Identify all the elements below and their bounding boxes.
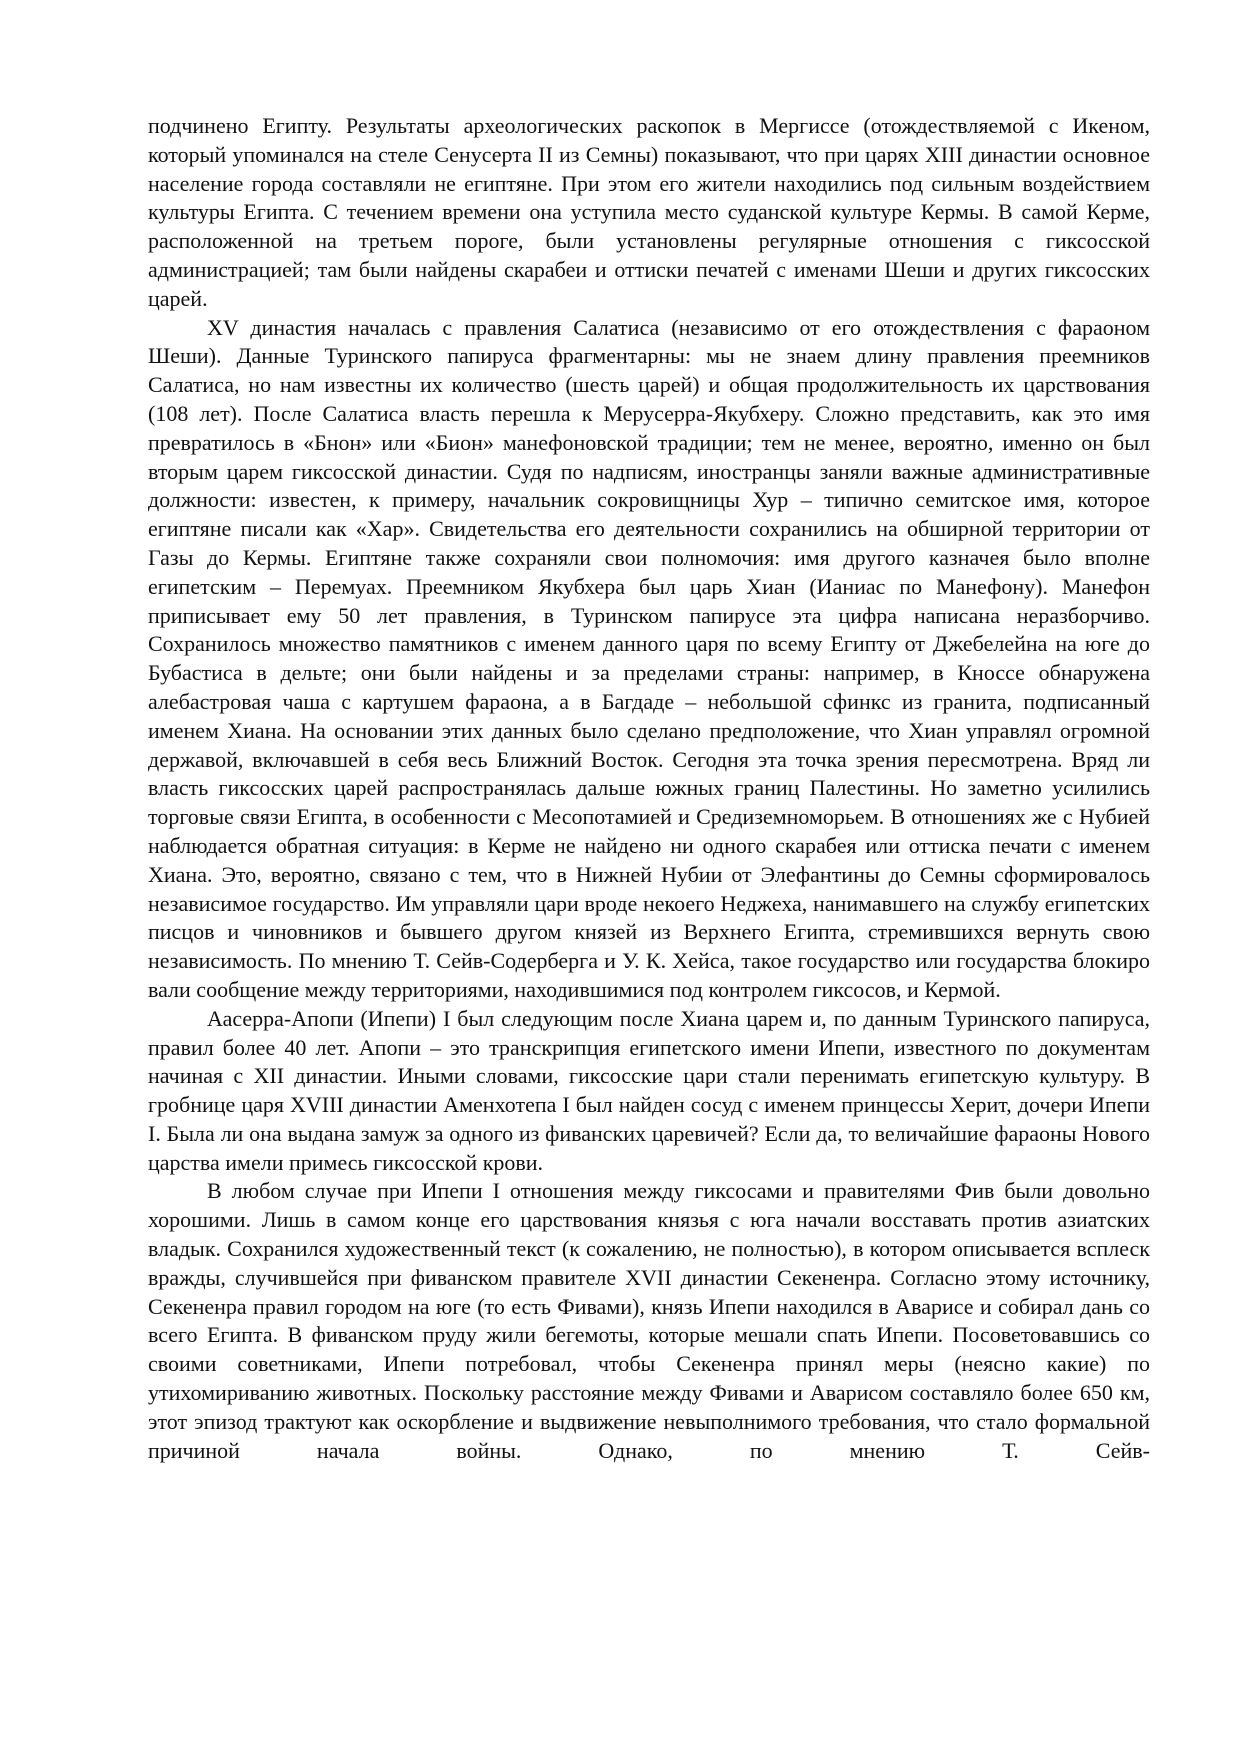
document-page [148,112,1150,1465]
paragraph-3: Аасерра-Апопи (Ипепи) I был следующим после Хиана царем и, по данным Туринского папируса, правил более 40 лет. Апопи – это транскрипция египетского имени Ипепи, известного по документам начиная с XII династии. Иными словами, гиксосские цари стали перенимать египетскую культуру. В гробнице царя XVIII династии Аменхотепа I был найден сосуд с именем принцессы Херит, дочери Ипепи I. Была ли она выдана замуж за одного из фиванских царевичей? Если да, то величайшие фараоны Нового царства имели примесь гиксосской крови. [148,1005,1150,1175]
paragraph-2: XV династия началась с правления Салатиса (независимо от его отождествления с фараоном Шеши). Данные Туринского папируса фрагментарны: мы не знаем длину правления преемников Салатиса, но нам известны их количество (шесть царей) и общая продолжительность их царствования (108 лет). После Салатиса власть перешла к Мерусерра-Якубхеру. Сложно представить, как это имя превратилось в «Бнон» или «Бион» манефоновской традиции; тем не менее, вероятно, именно он был вторым царем гиксосской династии. Судя по надписям, иностранцы заняли важные административные должности: известен, к примеру, начальник сокровищницы Хур – типично семитское имя, которое египтяне писали как «Хар». Свидетельства его деятельности сохранились на обширной территории от Газы до Кермы. Египтяне также сохраняли свои полномочия: имя другого казначея было вполне египетским – Перемуах. Преемником Якубхера был царь Хиан (Ианиас по Манефону). Манефон приписывает ему 50 лет правления, в Туринском папирусе эта цифра написана неразборчиво. Сохранилось множество памятников с именем данного царя по всему Египту от Джебелейна на юге до Бубастиса в дельте; они были найдены и за пределами страны: например, в Кноссе обнаружена алебастровая чаша с картушем фараона, а в Багдаде – небольшой сфинкс из гранита, подписанный именем Хиана. На основании этих данных было сделано предположение, что Хиан управлял огромной державой, включавшей в себя весь Ближний Восток. Сегодня эта точка зрения пересмотрена. Вряд ли власть гиксосских царей распространялась дальше южных границ Палестины. Но заметно усилились торговые связи Египта, в особенности с Месопотамией и Средиземноморьем. В отношениях же с Нубией наблюдается обратная ситуация: в Керме не найдено ни одного скарабея или оттиска печати с именем Хиана. Это, вероятно, связано с тем, что в Нижней Нубии от Элефантины до Семны сформировалось независимое государство. Им управляли цари вроде некоего Неджеха, нанимавшего на службу египетских писцов и чиновников и бывшего другом князей из Верхнего Египта, стремившихся вернуть свою независимость. По мнению Т. Сейв-Содерберга и У. К. Хейса, такое государство или государства блокиро вали сообщение между территориями, находившимися под контролем гиксосов, и Кермой. [148,314,1150,1002]
paragraph-4: В любом случае при Ипепи I отношения между гиксосами и правителями Фив были довольно хорошими. Лишь в самом конце его царствования князья с юга начали восставать против азиатских владык. Сохранился художественный текст (к сожалению, не полностью), в котором описывается всплеск вражды, случившейся при фиванском правителе XVII династии Секененра. Согласно этому источнику, Секененра правил городом на юге (то есть Фивами), князь Ипепи находился в Аварисе и собирал дань со всего Египта. В фиванском пруду жили бегемоты, которые мешали спать Ипепи. Посоветовавшись со своими советниками, Ипепи потребовал, чтобы Секененра принял меры (неясно какие) по утихомириванию животных. Поскольку расстояние между Фивами и Аварисом составляло более 650 км, этот эпизод трактуют как оскорбление и выдвижение невыполнимого требования, что стало формальной причиной начала войны. Однако, по мнению Т. Сейв- [148,1178,1150,1463]
paragraph-1: подчинено Египту. Результаты археологических раскопок в Мергиссе (отождествляемой с Икеном, который упоминался на стеле Сенусерта II из Семны) показывают, что при царях XIII династии основное население города составляли не египтяне. При этом его жители находились под сильным воздействием культуры Египта. С течением времени она уступила место суданской культуре Кермы. В самой Керме, расположенной на третьем пороге, были установлены регулярные отношения с гиксосской администрацией; там были найдены скарабеи и оттиски печатей с именами Шеши и других гиксосских царей. [148,113,1150,311]
